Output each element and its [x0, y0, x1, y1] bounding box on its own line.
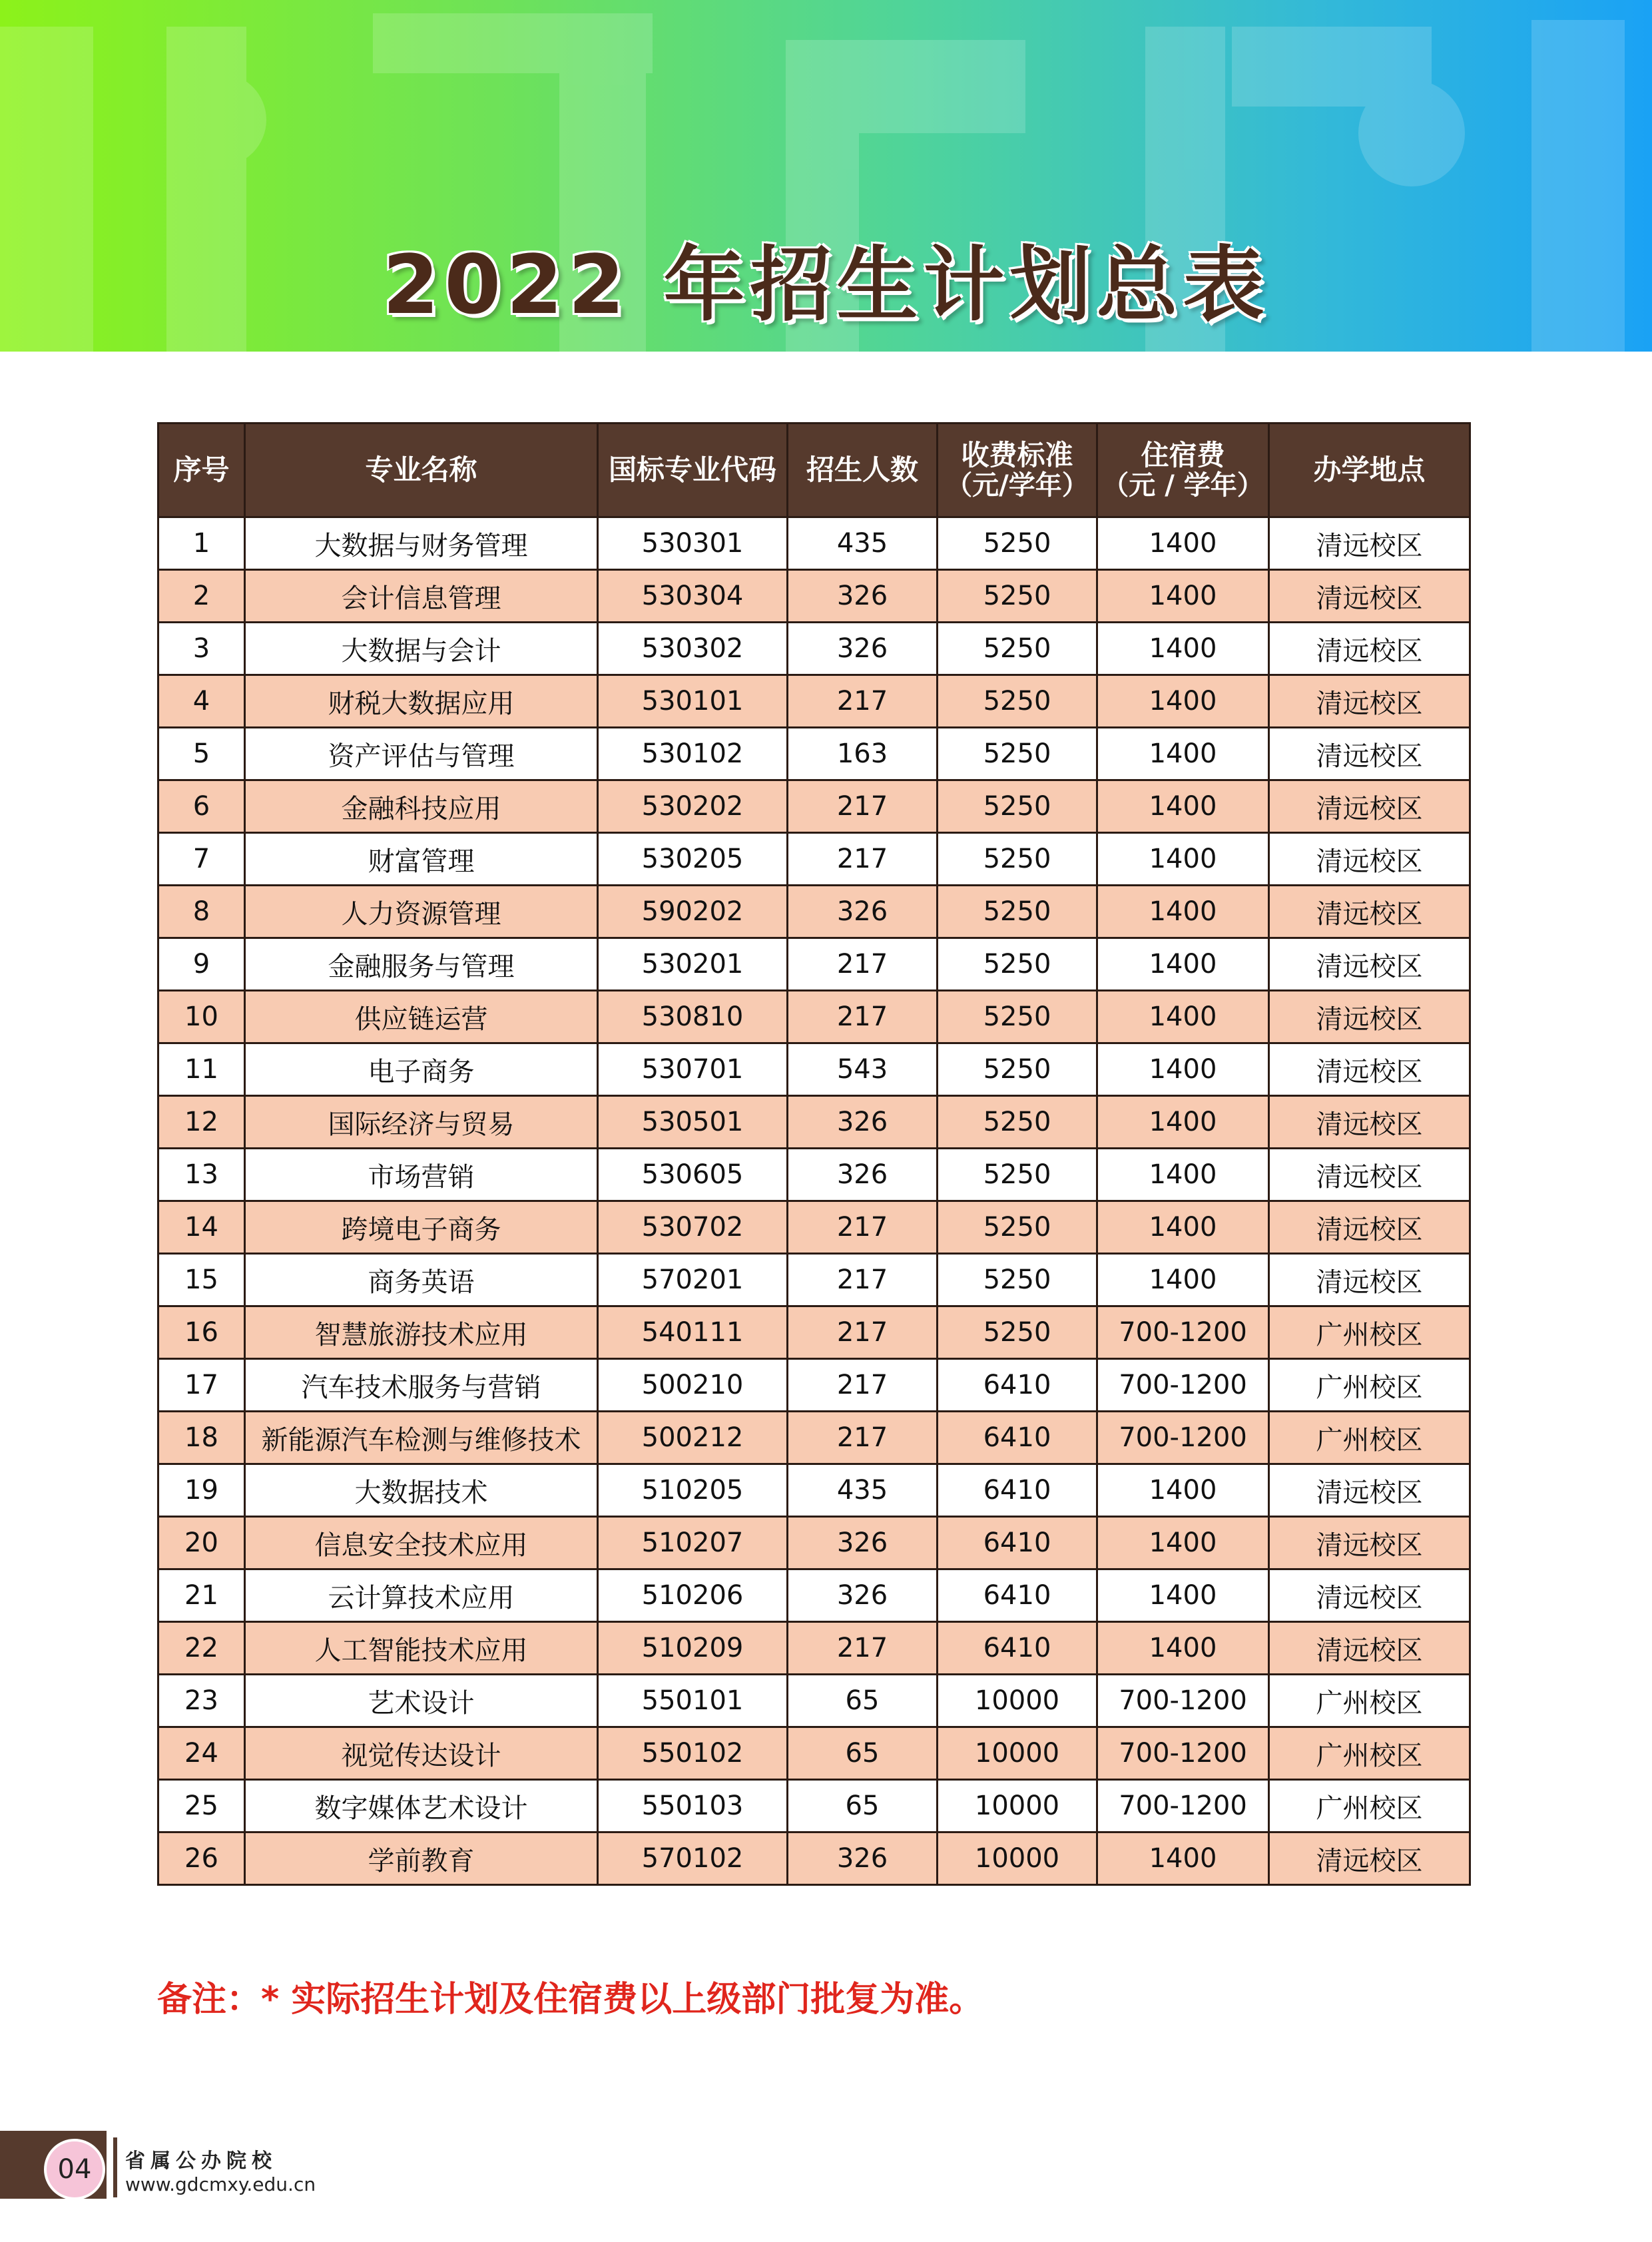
page-title: 2022 年招生计划总表 — [382, 238, 1270, 332]
cell-major-name: 人力资源管理 — [245, 886, 598, 938]
cell-index: 23 — [158, 1675, 245, 1727]
cell-major-name: 人工智能技术应用 — [245, 1622, 598, 1675]
table-row — [158, 1727, 1470, 1780]
cell-enrollment: 326 — [788, 623, 938, 675]
cell-major-code: 530201 — [598, 938, 788, 991]
cell-tuition: 6410 — [938, 1517, 1097, 1569]
cell-dorm-fee: 700-1200 — [1097, 1780, 1269, 1832]
table-row — [158, 1622, 1470, 1675]
cell-enrollment: 65 — [788, 1675, 938, 1727]
cell-index: 11 — [158, 1043, 245, 1096]
cell-major-code: 590202 — [598, 886, 788, 938]
cell-dorm-fee: 1400 — [1097, 623, 1269, 675]
cell-major-code: 530102 — [598, 728, 788, 780]
cell-enrollment: 217 — [788, 780, 938, 833]
cell-dorm-fee: 700-1200 — [1097, 1412, 1269, 1464]
cell-major-code: 530101 — [598, 675, 788, 728]
table-row — [158, 1569, 1470, 1622]
cell-index: 17 — [158, 1359, 245, 1412]
cell-major-code: 530501 — [598, 1096, 788, 1149]
cell-tuition: 6410 — [938, 1569, 1097, 1622]
cell-major-code: 530302 — [598, 623, 788, 675]
table-row — [158, 1517, 1470, 1569]
cell-index: 18 — [158, 1412, 245, 1464]
cell-index: 14 — [158, 1201, 245, 1254]
cell-index: 2 — [158, 570, 245, 623]
table-row — [158, 570, 1470, 623]
table-row — [158, 938, 1470, 991]
cell-major-name: 商务英语 — [245, 1254, 598, 1306]
cell-major-code: 570201 — [598, 1254, 788, 1306]
cell-enrollment: 326 — [788, 1569, 938, 1622]
table-row — [158, 1254, 1470, 1306]
cell-enrollment: 326 — [788, 1149, 938, 1201]
cell-index: 26 — [158, 1832, 245, 1885]
cell-campus: 清远校区 — [1269, 1149, 1470, 1201]
header-label: 招生人数 — [806, 453, 918, 486]
cell-major-name: 金融科技应用 — [245, 780, 598, 833]
cell-major-code: 550102 — [598, 1727, 788, 1780]
cell-index: 6 — [158, 780, 245, 833]
cell-tuition: 5250 — [938, 570, 1097, 623]
cell-major-name: 视觉传达设计 — [245, 1727, 598, 1780]
cell-dorm-fee: 1400 — [1097, 1464, 1269, 1517]
footer-school-tag: 省属公办院校 — [125, 2149, 277, 2173]
cell-index: 7 — [158, 833, 245, 886]
cell-campus: 清远校区 — [1269, 833, 1470, 886]
cell-tuition: 5250 — [938, 833, 1097, 886]
cell-dorm-fee: 1400 — [1097, 570, 1269, 623]
header-label: 办学地点 — [1313, 453, 1426, 486]
header-enrollment — [788, 423, 938, 517]
cell-major-code: 530301 — [598, 517, 788, 570]
cell-major-code: 530205 — [598, 833, 788, 886]
cell-campus: 清远校区 — [1269, 1622, 1470, 1675]
table-row — [158, 1096, 1470, 1149]
cell-campus: 清远校区 — [1269, 675, 1470, 728]
cell-campus: 清远校区 — [1269, 1832, 1470, 1885]
cell-enrollment: 326 — [788, 1096, 938, 1149]
cell-index: 22 — [158, 1622, 245, 1675]
cell-index: 3 — [158, 623, 245, 675]
cell-campus: 清远校区 — [1269, 1254, 1470, 1306]
cell-index: 24 — [158, 1727, 245, 1780]
cell-enrollment: 217 — [788, 1201, 938, 1254]
cell-dorm-fee: 1400 — [1097, 1254, 1269, 1306]
cell-major-name: 云计算技术应用 — [245, 1569, 598, 1622]
header-tuition — [938, 423, 1097, 517]
cell-enrollment: 543 — [788, 1043, 938, 1096]
cell-major-name: 信息安全技术应用 — [245, 1517, 598, 1569]
table-row — [158, 517, 1470, 570]
cell-campus: 清远校区 — [1269, 1201, 1470, 1254]
header-label: 序号 — [173, 453, 230, 486]
header-major-name — [245, 423, 598, 517]
cell-major-code: 530702 — [598, 1201, 788, 1254]
cell-major-name: 汽车技术服务与营销 — [245, 1359, 598, 1412]
cell-index: 15 — [158, 1254, 245, 1306]
cell-dorm-fee: 1400 — [1097, 833, 1269, 886]
cell-major-code: 530701 — [598, 1043, 788, 1096]
cell-enrollment: 65 — [788, 1727, 938, 1780]
cell-index: 25 — [158, 1780, 245, 1832]
cell-tuition: 6410 — [938, 1359, 1097, 1412]
cell-campus: 清远校区 — [1269, 991, 1470, 1043]
table-row — [158, 1464, 1470, 1517]
cell-major-code: 530605 — [598, 1149, 788, 1201]
cell-enrollment: 163 — [788, 728, 938, 780]
cell-index: 21 — [158, 1569, 245, 1622]
cell-tuition: 6410 — [938, 1622, 1097, 1675]
table-row — [158, 1149, 1470, 1201]
cell-enrollment: 326 — [788, 886, 938, 938]
cell-enrollment: 217 — [788, 1622, 938, 1675]
cell-tuition: 5250 — [938, 1043, 1097, 1096]
cell-major-code: 510206 — [598, 1569, 788, 1622]
cell-dorm-fee: 700-1200 — [1097, 1359, 1269, 1412]
cell-dorm-fee: 1400 — [1097, 1517, 1269, 1569]
cell-index: 19 — [158, 1464, 245, 1517]
cell-index: 20 — [158, 1517, 245, 1569]
cell-index: 10 — [158, 991, 245, 1043]
table-row — [158, 623, 1470, 675]
cell-tuition: 5250 — [938, 675, 1097, 728]
cell-enrollment: 65 — [788, 1780, 938, 1832]
cell-major-name: 大数据与财务管理 — [245, 517, 598, 570]
enrollment-plan-table — [157, 422, 1471, 1886]
table-row — [158, 675, 1470, 728]
cell-major-name: 大数据与会计 — [245, 623, 598, 675]
cell-major-code: 500210 — [598, 1359, 788, 1412]
cell-dorm-fee: 1400 — [1097, 1622, 1269, 1675]
cell-campus: 清远校区 — [1269, 570, 1470, 623]
cell-enrollment: 326 — [788, 1832, 938, 1885]
cell-dorm-fee: 1400 — [1097, 1201, 1269, 1254]
table-row — [158, 1780, 1470, 1832]
cell-major-code: 550103 — [598, 1780, 788, 1832]
cell-tuition: 6410 — [938, 1464, 1097, 1517]
cell-enrollment: 217 — [788, 1359, 938, 1412]
cell-major-name: 资产评估与管理 — [245, 728, 598, 780]
table-row — [158, 886, 1470, 938]
table-row — [158, 1832, 1470, 1885]
cell-campus: 清远校区 — [1269, 886, 1470, 938]
header-dorm-fee — [1097, 423, 1269, 517]
cell-index: 9 — [158, 938, 245, 991]
cell-tuition: 10000 — [938, 1675, 1097, 1727]
cell-tuition: 10000 — [938, 1780, 1097, 1832]
cell-dorm-fee: 1400 — [1097, 728, 1269, 780]
cell-major-name: 艺术设计 — [245, 1675, 598, 1727]
cell-major-code: 540111 — [598, 1306, 788, 1359]
cell-index: 13 — [158, 1149, 245, 1201]
cell-enrollment: 435 — [788, 1464, 938, 1517]
cell-major-code: 550101 — [598, 1675, 788, 1727]
cell-campus: 广州校区 — [1269, 1412, 1470, 1464]
cell-index: 4 — [158, 675, 245, 728]
cell-dorm-fee: 700-1200 — [1097, 1675, 1269, 1727]
cell-major-name: 会计信息管理 — [245, 570, 598, 623]
cell-index: 12 — [158, 1096, 245, 1149]
header-sublabel: （元/学年） — [946, 470, 1089, 501]
cell-major-code: 570102 — [598, 1832, 788, 1885]
cell-tuition: 5250 — [938, 1254, 1097, 1306]
cell-major-name: 大数据技术 — [245, 1464, 598, 1517]
cell-major-name: 国际经济与贸易 — [245, 1096, 598, 1149]
cell-tuition: 5250 — [938, 886, 1097, 938]
cell-tuition: 5250 — [938, 1096, 1097, 1149]
cell-campus: 清远校区 — [1269, 938, 1470, 991]
cell-dorm-fee: 1400 — [1097, 886, 1269, 938]
footnote: 备注：* 实际招生计划及住宿费以上级部门批复为准。 — [157, 1980, 984, 2020]
table-row — [158, 1412, 1470, 1464]
cell-campus: 广州校区 — [1269, 1727, 1470, 1780]
cell-tuition: 5250 — [938, 1201, 1097, 1254]
cell-major-name: 供应链运营 — [245, 991, 598, 1043]
cell-major-name: 财富管理 — [245, 833, 598, 886]
cell-tuition: 5250 — [938, 517, 1097, 570]
cell-dorm-fee: 1400 — [1097, 1832, 1269, 1885]
cell-major-name: 财税大数据应用 — [245, 675, 598, 728]
header-sublabel: （元 / 学年） — [1102, 470, 1264, 501]
cell-major-name: 数字媒体艺术设计 — [245, 1780, 598, 1832]
cell-enrollment: 217 — [788, 991, 938, 1043]
cell-major-name: 电子商务 — [245, 1043, 598, 1096]
cell-index: 16 — [158, 1306, 245, 1359]
cell-campus: 广州校区 — [1269, 1780, 1470, 1832]
cell-enrollment: 326 — [788, 570, 938, 623]
cell-major-code: 500212 — [598, 1412, 788, 1464]
cell-tuition: 5250 — [938, 780, 1097, 833]
table-row — [158, 991, 1470, 1043]
table-body — [158, 517, 1470, 1885]
cell-dorm-fee: 1400 — [1097, 1043, 1269, 1096]
cell-campus: 清远校区 — [1269, 1517, 1470, 1569]
cell-dorm-fee: 1400 — [1097, 938, 1269, 991]
cell-campus: 清远校区 — [1269, 728, 1470, 780]
cell-campus: 广州校区 — [1269, 1306, 1470, 1359]
cell-tuition: 5250 — [938, 623, 1097, 675]
table-row — [158, 1306, 1470, 1359]
cell-major-code: 530810 — [598, 991, 788, 1043]
cell-dorm-fee: 1400 — [1097, 991, 1269, 1043]
cell-campus: 清远校区 — [1269, 623, 1470, 675]
cell-dorm-fee: 1400 — [1097, 1096, 1269, 1149]
cell-campus: 清远校区 — [1269, 517, 1470, 570]
cell-major-code: 510205 — [598, 1464, 788, 1517]
header-label: 国标专业代码 — [608, 453, 776, 486]
cell-major-code: 530202 — [598, 780, 788, 833]
cell-major-name: 市场营销 — [245, 1149, 598, 1201]
cell-index: 1 — [158, 517, 245, 570]
table-row — [158, 780, 1470, 833]
cell-index: 5 — [158, 728, 245, 780]
cell-dorm-fee: 1400 — [1097, 675, 1269, 728]
cell-tuition: 6410 — [938, 1412, 1097, 1464]
cell-major-name: 智慧旅游技术应用 — [245, 1306, 598, 1359]
cell-campus: 广州校区 — [1269, 1359, 1470, 1412]
cell-tuition: 5250 — [938, 1306, 1097, 1359]
cell-campus: 清远校区 — [1269, 1043, 1470, 1096]
cell-dorm-fee: 1400 — [1097, 517, 1269, 570]
cell-dorm-fee: 1400 — [1097, 780, 1269, 833]
cell-enrollment: 217 — [788, 675, 938, 728]
header-campus — [1269, 423, 1470, 517]
cell-dorm-fee: 700-1200 — [1097, 1727, 1269, 1780]
header-label: 住宿费 — [1141, 438, 1225, 471]
cell-tuition: 5250 — [938, 938, 1097, 991]
cell-dorm-fee: 1400 — [1097, 1569, 1269, 1622]
table-row — [158, 1359, 1470, 1412]
page-number: 04 — [44, 2139, 105, 2200]
cell-major-name: 跨境电子商务 — [245, 1201, 598, 1254]
cell-tuition: 10000 — [938, 1727, 1097, 1780]
header-major-code — [598, 423, 788, 517]
cell-enrollment: 217 — [788, 1412, 938, 1464]
cell-campus: 清远校区 — [1269, 1464, 1470, 1517]
table-row — [158, 1043, 1470, 1096]
cell-campus: 清远校区 — [1269, 1096, 1470, 1149]
cell-dorm-fee: 1400 — [1097, 1149, 1269, 1201]
footer-divider — [113, 2137, 117, 2197]
cell-major-name: 学前教育 — [245, 1832, 598, 1885]
cell-major-name: 新能源汽车检测与维修技术 — [245, 1412, 598, 1464]
header-label: 收费标准 — [961, 438, 1073, 471]
cell-enrollment: 435 — [788, 517, 938, 570]
cell-enrollment: 326 — [788, 1517, 938, 1569]
cell-tuition: 10000 — [938, 1832, 1097, 1885]
cell-major-code: 530304 — [598, 570, 788, 623]
cell-tuition: 5250 — [938, 1149, 1097, 1201]
cell-campus: 清远校区 — [1269, 1569, 1470, 1622]
cell-campus: 广州校区 — [1269, 1675, 1470, 1727]
cell-enrollment: 217 — [788, 833, 938, 886]
cell-campus: 清远校区 — [1269, 780, 1470, 833]
header-label: 专业名称 — [365, 453, 477, 486]
table-row — [158, 1201, 1470, 1254]
cell-enrollment: 217 — [788, 1254, 938, 1306]
header-index — [158, 423, 245, 517]
cell-dorm-fee: 700-1200 — [1097, 1306, 1269, 1359]
table-row — [158, 728, 1470, 780]
cell-major-name: 金融服务与管理 — [245, 938, 598, 991]
cell-enrollment: 217 — [788, 1306, 938, 1359]
cell-tuition: 5250 — [938, 991, 1097, 1043]
table-header-row — [158, 423, 1470, 517]
table-row — [158, 1675, 1470, 1727]
cell-enrollment: 217 — [788, 938, 938, 991]
table-row — [158, 833, 1470, 886]
cell-major-code: 510207 — [598, 1517, 788, 1569]
cell-index: 8 — [158, 886, 245, 938]
cell-major-code: 510209 — [598, 1622, 788, 1675]
cell-tuition: 5250 — [938, 728, 1097, 780]
footer-url: www.gdcmxy.edu.cn — [125, 2173, 316, 2195]
